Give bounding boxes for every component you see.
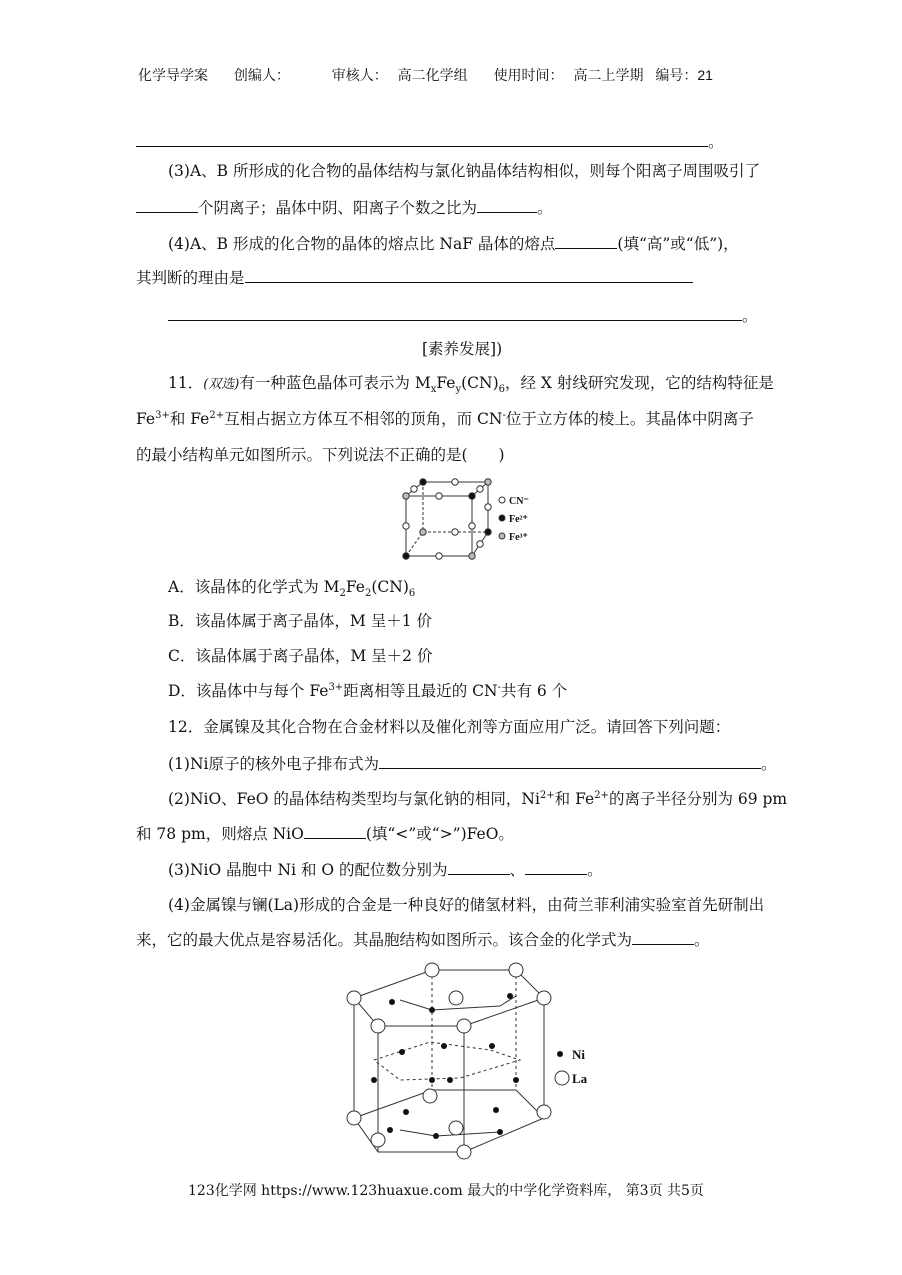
cn-ion: [403, 523, 409, 529]
legend-cn-marker: [499, 497, 505, 503]
q12-p1-end: 。: [760, 755, 777, 773]
q12-p3-end: 。: [587, 861, 603, 879]
q11-num: 11．: [168, 374, 204, 392]
q3-blank-2[interactable]: [477, 196, 537, 213]
option-d-sup2: -: [497, 681, 501, 693]
page-footer: 123化学网 https://www.123huaxue.com 最大的中学化学资料库， 第3页 共5页: [188, 1183, 704, 1199]
q12-p2-c: 的离子半径分别为 69 pm: [608, 790, 788, 808]
ni-atom: [399, 1049, 405, 1055]
q11-line2-b: 互相占据立方体互不相邻的顶角，而 CN: [224, 410, 503, 428]
cn-ion: [469, 523, 475, 529]
la-atom: [537, 991, 551, 1005]
la-atom: [347, 1111, 361, 1125]
ni-atom: [429, 1007, 435, 1013]
legend-fe3-marker: [499, 533, 505, 539]
q12-p2-b: 和 Fe: [554, 790, 595, 808]
header-author: 创编人：: [233, 67, 290, 83]
q11-option-c[interactable]: C．该晶体属于离子晶体，M 呈＋2 价: [168, 647, 433, 665]
option-d-mid: 距离相等且最近的 CN: [343, 682, 498, 700]
ni-atom: [507, 993, 513, 999]
cn-ion: [452, 479, 458, 485]
la-atom: [423, 1089, 437, 1103]
q11-option-b[interactable]: B．该晶体属于离子晶体，M 呈＋1 价: [168, 612, 432, 630]
q12-p2-d: 和 78 pm，则熔点 NiO: [136, 825, 304, 843]
q12-p2-sup2: 2+: [594, 789, 609, 801]
option-a-fe: Fe: [345, 578, 365, 596]
legend-la: La: [572, 1071, 588, 1086]
la-atom: [371, 1019, 385, 1033]
q3-text-b: 个阴离子；晶体中阴、阳离子个数之比为: [198, 199, 478, 217]
fe3-ion: [420, 529, 426, 535]
q12-p2-text: (2)NiO、FeO 的晶体结构类型均与氯化钠的相同，Ni: [168, 790, 540, 808]
ni-atom: [447, 1077, 453, 1083]
q4-text-a2: (填“高”或“低”)，: [617, 235, 739, 253]
q12-part1: [168, 752, 777, 775]
legend-la-marker: [555, 1071, 569, 1085]
q12-part2-line2: [136, 822, 514, 845]
header-time-label: 使用时间：: [493, 67, 564, 83]
q12-part4-line1: (4)金属镍与镧(La)形成的合金是一种良好的储氢材料，由荷兰菲利浦实验室首先研制出: [168, 896, 765, 914]
la-atom: [457, 1145, 471, 1159]
la-atom: [449, 991, 463, 1005]
fe2-ion: [403, 553, 409, 559]
period: 。: [708, 133, 724, 151]
q4-blank-1[interactable]: [555, 232, 617, 249]
cn-ion: [477, 541, 483, 547]
cn-ion: [452, 529, 458, 535]
ni-atom: [433, 1133, 439, 1139]
q4-line3: [168, 304, 758, 327]
q12-p2-blank[interactable]: [304, 822, 366, 839]
q3-end: 。: [537, 199, 553, 217]
cn-ion: [436, 553, 442, 559]
header-serial: 编号：21: [655, 67, 713, 83]
q11-option-a[interactable]: [168, 576, 415, 598]
la-atom: [537, 1105, 551, 1119]
q12-p2-e: (填“<”或“>”)FeO。: [365, 825, 514, 843]
header-time-value: 高二上学期: [573, 67, 644, 83]
cn-ion: [477, 486, 483, 492]
section-title: [素养发展]): [422, 340, 503, 358]
option-a-cn: (CN): [371, 578, 409, 596]
hexagonal-cell-figure: [340, 960, 610, 1165]
q12-p4-end: 。: [694, 931, 710, 949]
fe3-ion: [485, 479, 491, 485]
fe2-ion: [420, 479, 426, 485]
la-atom: [371, 1133, 385, 1147]
q11-line2-a: 和 Fe: [169, 410, 210, 428]
ni-atom: [489, 1043, 495, 1049]
answer-blank[interactable]: [136, 130, 708, 147]
q12-p2-sup1: 2+: [539, 789, 555, 801]
legend-fe2: Fe²⁺: [509, 514, 528, 525]
q4-blank-3[interactable]: [168, 304, 742, 321]
option-a-sub: 2: [339, 588, 346, 600]
q12-p3-blank-1[interactable]: [448, 858, 510, 875]
q11-fe3-sup: 3+: [155, 409, 170, 421]
la-atom: [425, 963, 439, 977]
page-header: [138, 64, 735, 86]
ni-atom: [403, 1109, 409, 1115]
q11-line1: [168, 372, 774, 396]
ni-atom: [429, 1077, 435, 1083]
fe2-ion: [469, 493, 475, 499]
legend-fe2-marker: [499, 515, 505, 521]
q3-line2: [136, 196, 553, 219]
q4-end: 。: [742, 307, 758, 325]
q11-cn: (CN): [461, 374, 499, 392]
cn-ion: [436, 493, 442, 499]
q12-p1-text: (1)Ni原子的核外电子排布式为: [168, 755, 379, 773]
legend-cn: CN⁻: [509, 496, 529, 507]
q11-sub-y: y: [455, 384, 462, 396]
header-reviewer: 审核人：: [331, 67, 388, 83]
q12-intro: 12．金属镍及其化合物在合金材料以及催化剂等方面应用广泛。请回答下列问题：: [168, 718, 731, 736]
q11-option-d[interactable]: [168, 680, 567, 702]
ni-atom: [513, 1077, 519, 1083]
q4-text-a: (4)A、B 形成的化合物的晶体的熔点比 NaF 晶体的熔点: [168, 235, 556, 253]
la-atom: [457, 1019, 471, 1033]
option-a-sub6: 6: [408, 588, 416, 600]
q11-fe3: Fe: [136, 410, 156, 428]
q11-cn-sup: -: [502, 409, 506, 421]
ni-atom: [387, 1127, 393, 1133]
option-a-sub2: 2: [364, 588, 372, 600]
q11-tag: (双选): [203, 377, 240, 392]
q11-line2: [136, 408, 754, 430]
option-d-end: 共有 6 个: [500, 682, 568, 700]
legend-ni: Ni: [572, 1047, 585, 1062]
q11-text-b: ，经 X 射线研究发现，它的结构特征是: [505, 374, 774, 392]
la-atom: [509, 963, 523, 977]
ni-atom: [441, 1043, 447, 1049]
q4-text-b: 其判断的理由是: [136, 269, 245, 287]
q11-sub-6: 6: [498, 384, 505, 396]
option-a-text: A．该晶体的化学式为 M: [168, 578, 340, 596]
ni-atom: [371, 1077, 377, 1083]
cn-ion: [411, 486, 417, 492]
q4-line1: [168, 232, 739, 255]
q3-text: (3)A、B 所形成的化合物的晶体结构与氯化钠晶体结构相似，则每个阳离子周围吸引了: [168, 162, 760, 180]
q12-p3-sep: 、: [509, 861, 526, 879]
q12-p1-blank[interactable]: [379, 752, 761, 769]
q12-p3-blank-2[interactable]: [525, 858, 587, 875]
q12-p4-text: 来，它的最大优点是容易活化。其晶胞结构如图所示。该合金的化学式为: [136, 931, 633, 949]
option-d-text: D．该晶体中与每个 Fe: [168, 682, 329, 700]
q4-blank-2[interactable]: [245, 266, 693, 283]
q11-line3: 的最小结构单元如图所示。下列说法不正确的是( ): [136, 446, 505, 464]
ni-atom: [493, 1107, 499, 1113]
header-subject: 化学导学案: [138, 67, 208, 83]
q11-text: 有一种蓝色晶体可表示为 M: [239, 374, 431, 392]
q12-part2-line1: [168, 788, 787, 810]
la-atom: [347, 991, 361, 1005]
q11-sub-x: x: [430, 384, 437, 396]
ni-atom: [389, 999, 395, 1005]
cn-ion: [485, 504, 491, 510]
q3-line1: [168, 160, 760, 182]
ni-atom: [557, 1051, 563, 1057]
q11-fe: Fe: [436, 374, 456, 392]
ni-atom: [497, 1129, 503, 1135]
fe3-ion: [403, 493, 409, 499]
option-d-sup: 3+: [328, 681, 344, 693]
legend-fe3: Fe³⁺: [509, 532, 528, 543]
answer-line-prev: [136, 130, 724, 153]
q12-p4-blank[interactable]: [632, 928, 694, 945]
q4-line2: [136, 266, 693, 289]
q11-fe2-sup: 2+: [209, 409, 225, 421]
q3-blank-1[interactable]: [136, 196, 198, 213]
cube-unit-figure: [398, 474, 538, 564]
q12-part4-line2: [136, 928, 710, 951]
fe2-ion: [485, 529, 491, 535]
q11-line2-c: 位于立方体的棱上。其晶体中阴离子: [505, 410, 754, 428]
q12-part3: [168, 858, 603, 881]
fe3-ion: [469, 553, 475, 559]
header-reviewer-group: 高二化学组: [397, 67, 468, 83]
q12-p3-text: (3)NiO 晶胞中 Ni 和 O 的配位数分别为: [168, 861, 448, 879]
la-atom: [449, 1121, 463, 1135]
